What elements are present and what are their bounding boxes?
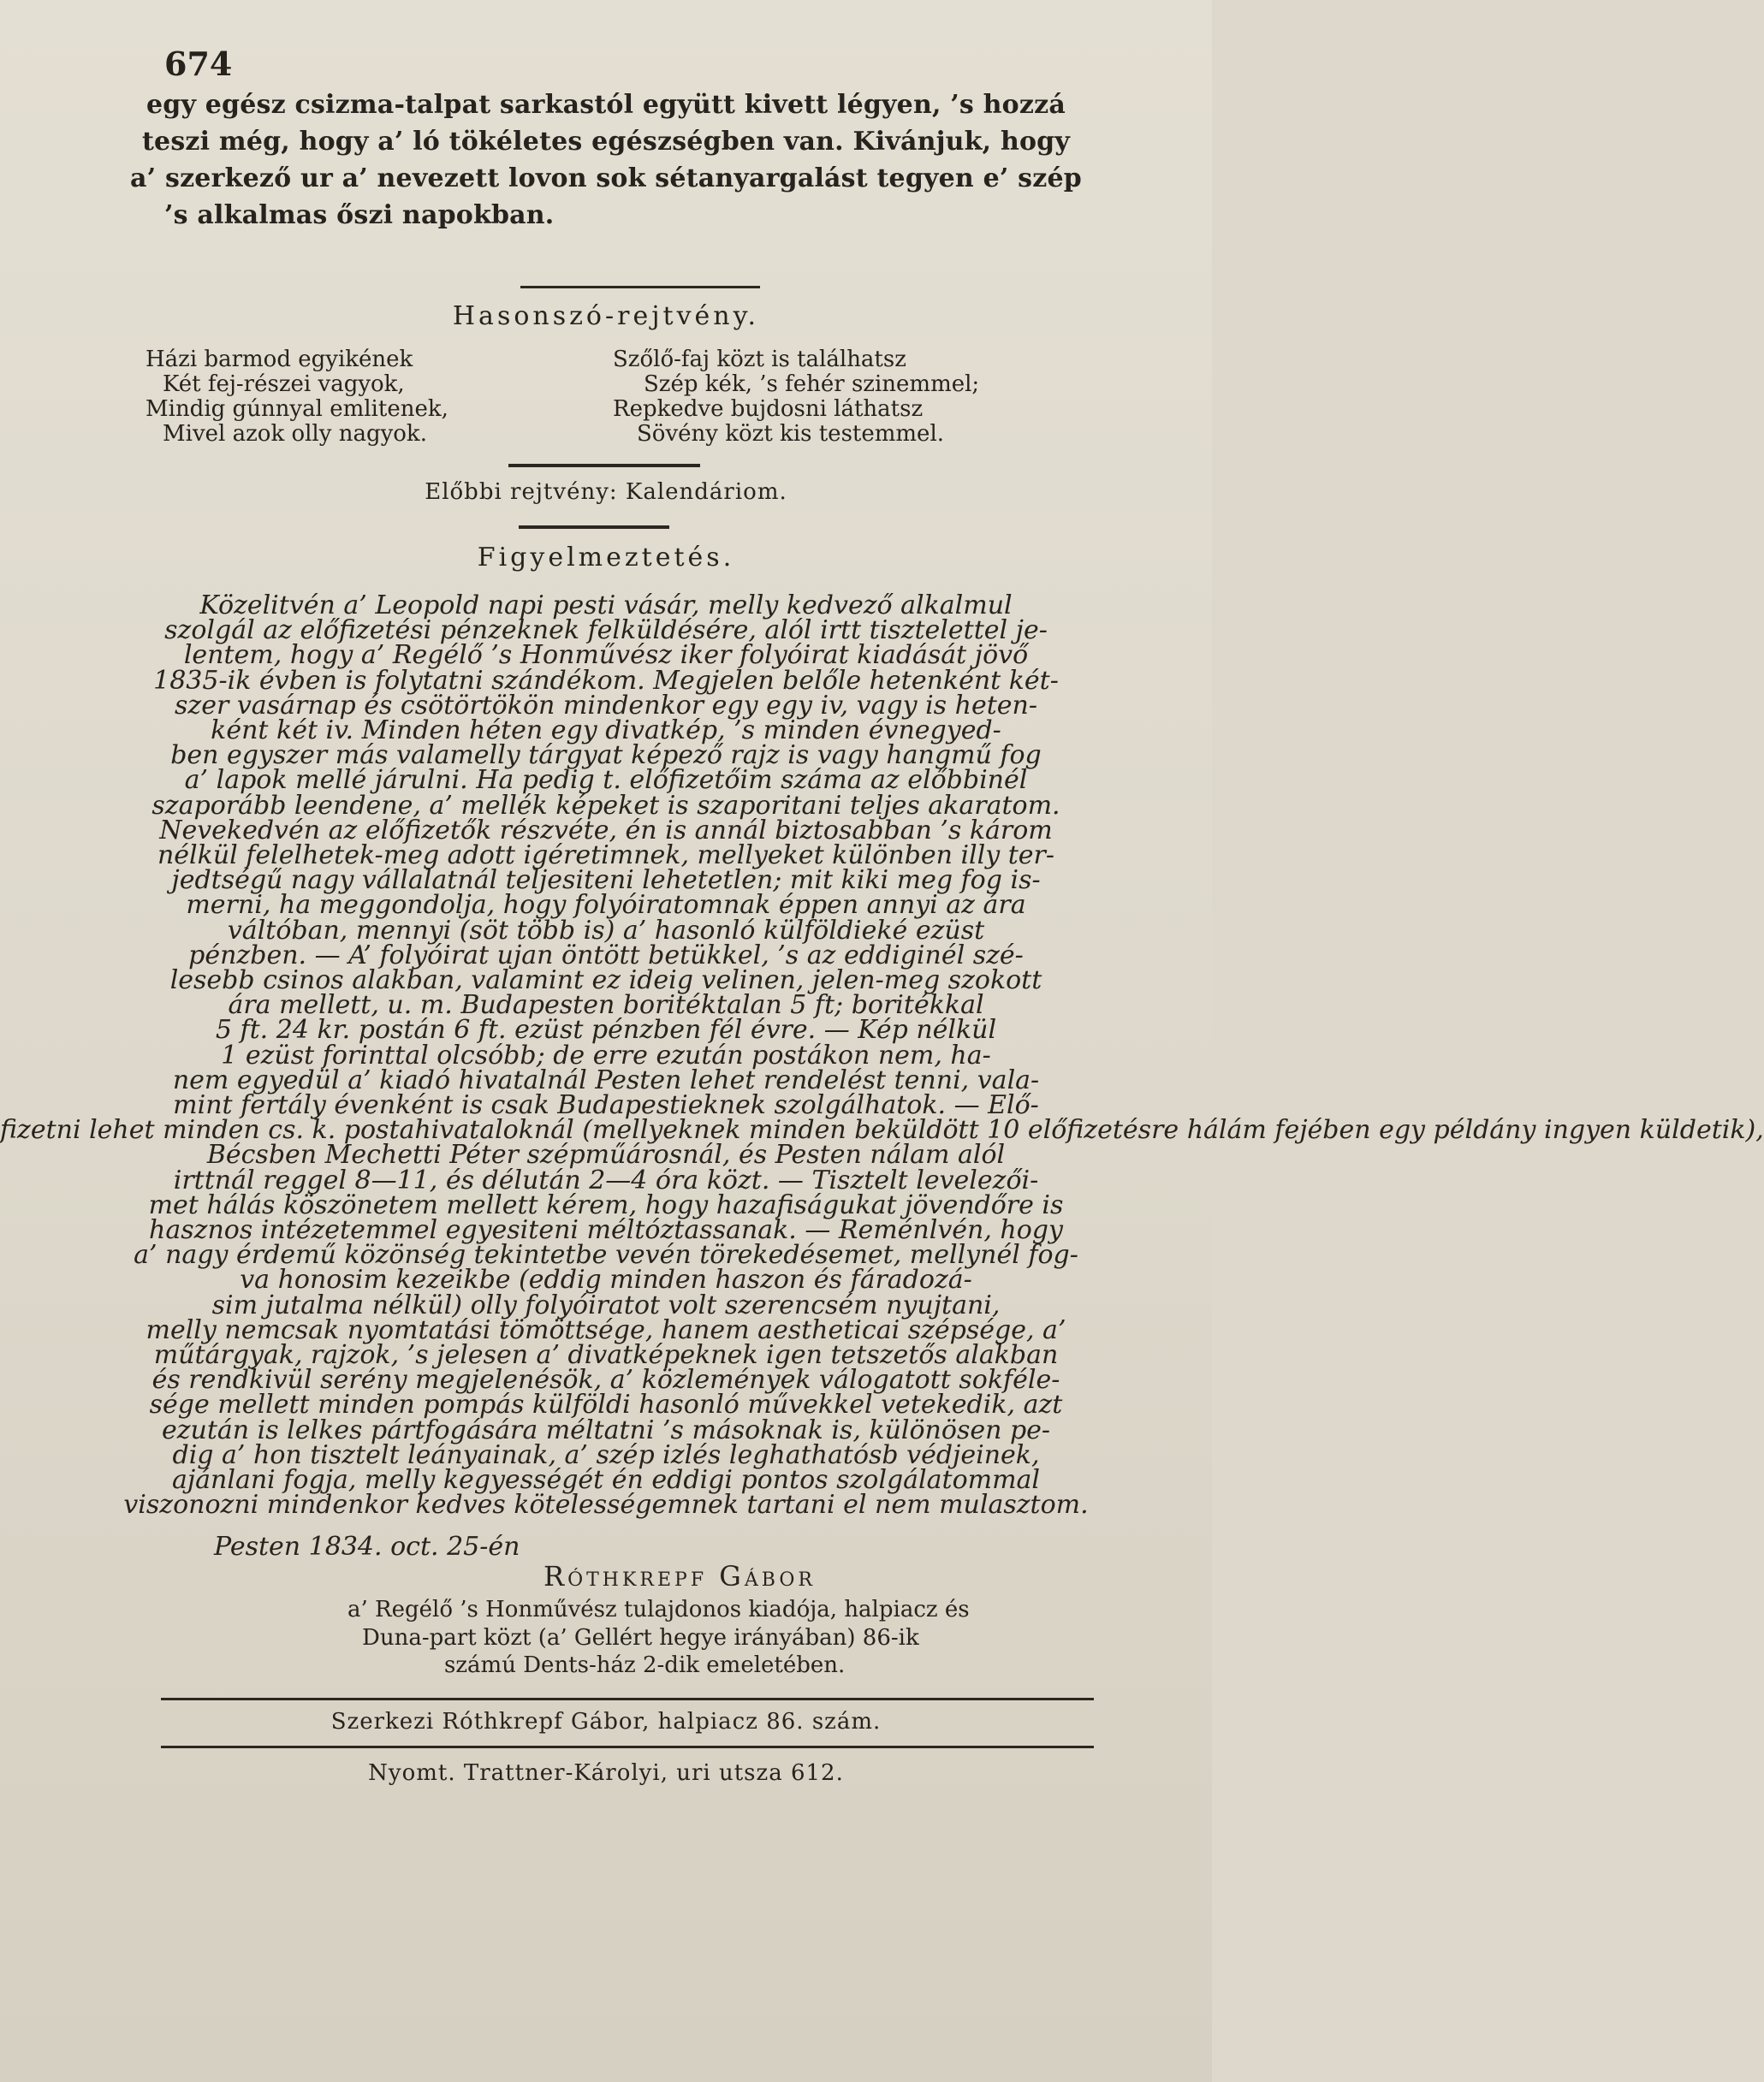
dateline: Pesten 1834. oct. 25-én xyxy=(214,1532,520,1562)
riddle-left-line: Házi barmod egyikének xyxy=(146,347,413,372)
notice-line: 1 ezüst forinttal olcsóbb; de erre ezután postákon nem, ha- xyxy=(221,1041,991,1071)
page-number: 674 xyxy=(164,44,233,83)
notice-line: lesebb csinos alakban, valamint ez ideig velinen, jelen-meg szokott xyxy=(169,965,1042,995)
signature: Róthkrepf Gábor xyxy=(543,1560,816,1593)
notice-line: va honosim kezeikbe (eddig minden haszon és fáradozá- xyxy=(240,1265,972,1295)
address-line: a’ Regélő ’s Honművész tulajdonos kiadója, halpiacz és xyxy=(347,1597,970,1622)
notice-line: sim jutalma nélkül) olly folyóiratot volt szerencsém nyujtani, xyxy=(211,1290,1001,1320)
notice-line: a’ lapok mellé járulni. Ha pedig t. előfizetőim száma az előbbinél xyxy=(184,765,1028,795)
riddle-right-line: Sövény közt kis testemmel. xyxy=(637,421,945,447)
divider xyxy=(508,464,700,467)
previous-answer: Előbbi rejtvény: Kalendáriom. xyxy=(425,479,787,505)
notice-line: ként két iv. Minden héten egy divatkép, ’s minden évnegyed- xyxy=(211,715,1001,745)
notice-line: fizetni lehet minden cs. k. postahivataloknál (mellyeknek minden beküldött 10 előfizetésre hálám fejében egy példány ingyen küldetik), xyxy=(0,1115,1764,1145)
notice-line: váltóban, mennyi (söt több is) a’ hasonló külföldieké ezüst xyxy=(227,916,985,946)
riddle-left-line: Mivel azok olly nagyok. xyxy=(163,421,427,447)
notice-line: és rendkivül serény megjelenésök, a’ közlemények válogatott sokféle- xyxy=(151,1365,1060,1395)
divider xyxy=(519,525,669,529)
riddle-left-line: Két fej-részei vagyok, xyxy=(163,371,405,397)
riddle-title: Hasonszó-rejtvény. xyxy=(452,301,760,331)
riddle-left-line: Mindig gúnnyal emlitenek, xyxy=(146,396,448,422)
notice-line: műtárgyak, rajzok, ’s jelesen a’ divatképeknek igen tetszetős alakban xyxy=(153,1340,1059,1370)
opening-line: teszi még, hogy a’ ló tökéletes egészségben van. Kivánjuk, hogy xyxy=(141,127,1070,157)
notice-line: szolgál az előfizetési pénzeknek felküldésére, alól irtt tisztelettel je- xyxy=(164,615,1048,645)
notice-line: met hálás köszönetem mellett kérem, hogy hazafiságukat jövendőre is xyxy=(148,1190,1064,1220)
notice-line: viszonozni mindenkor kedves kötelességemnek tartani el nem mulasztom. xyxy=(123,1490,1089,1520)
editor-line: Szerkezi Róthkrepf Gábor, halpiacz 86. szám. xyxy=(330,1709,882,1735)
notice-line: 5 ft. 24 kr. postán 6 ft. ezüst pénzben fél évre. — Kép nélkül xyxy=(215,1015,997,1045)
notice-line: 1835-ik évben is folytatni szándékom. Megjelen belőle hetenként két- xyxy=(153,666,1059,696)
notice-line: irttnál reggel 8—11, és délután 2—4 óra közt. — Tisztelt levelezői- xyxy=(173,1166,1039,1195)
printer-line: Nyomt. Trattner-Károlyi, uri utsza 612. xyxy=(368,1760,844,1786)
notice-line: merni, ha meggondolja, hogy folyóiratomnak éppen annyi az ára xyxy=(186,890,1026,920)
notice-line: ben egyszer más valamelly tárgyat képező rajz is vagy hangmű fog xyxy=(170,740,1042,770)
notice-line: lentem, hogy a’ Regélő ’s Honművész iker folyóirat kiadását jövő xyxy=(183,640,1029,670)
notice-line: Nevekedvén az előfizetők részvéte, én is annál biztosabban ’s károm xyxy=(159,816,1053,845)
footer-divider xyxy=(161,1698,1094,1700)
footer-divider xyxy=(161,1746,1094,1748)
divider xyxy=(520,286,760,288)
notice-line: nélkül felelhetek-meg adott igéretimnek, mellyeket különben illy ter- xyxy=(157,840,1055,870)
notice-line: a’ nagy érdemű közönség tekintetbe vevén törekedésemet, mellynél fog- xyxy=(134,1240,1078,1270)
riddle-right-line: Repkedve bujdosni láthatsz xyxy=(613,396,924,422)
notice-line: melly nemcsak nyomtatási tömöttsége, hanem aestheticai szépsége, a’ xyxy=(146,1315,1066,1345)
notice-line: szer vasárnap és csötörtökön mindenkor egy egy iv, vagy is heten- xyxy=(175,691,1037,721)
notice-line: Közelitvén a’ Leopold napi pesti vásár, melly kedvező alkalmul xyxy=(199,590,1013,620)
opening-line: ’s alkalmas őszi napokban. xyxy=(164,200,555,230)
notice-line: sége mellett minden pompás külföldi hasonló művekkel vetekedik, azt xyxy=(149,1390,1063,1420)
address-line: számú Dents-ház 2-dik emeletében. xyxy=(444,1652,846,1678)
notice-line: dig a’ hon tisztelt leányainak, a’ szép izlés leghathatósb védjeinek, xyxy=(172,1440,1040,1470)
notice-line: pénzben. — A’ folyóirat ujan öntött betükkel, ’s az eddiginél szé- xyxy=(188,940,1024,970)
notice-line: nem egyedül a’ kiadó hivatalnál Pesten lehet rendelést tenni, vala- xyxy=(172,1065,1040,1095)
riddle-right-line: Szép kék, ’s fehér szinemmel; xyxy=(644,371,980,397)
riddle-right-line: Szőlő-faj közt is találhatsz xyxy=(613,347,906,372)
notice-line: szaporább leendene, a’ mellék képeket is szaporitani teljes akaratom. xyxy=(151,791,1060,821)
notice-line: Bécsben Mechetti Péter szépműárosnál, és Pesten nálam alól xyxy=(206,1140,1006,1170)
notice-line: ára mellett, u. m. Budapesten boritéktalan 5 ft; boritékkal xyxy=(228,990,984,1020)
notice-line: mint fertály évenként is csak Budapestieknek szolgálhatok. — Elő- xyxy=(173,1090,1039,1120)
notice-line: jedtségű nagy vállalatnál teljesiteni lehetetlen; mit kiki meg fog is- xyxy=(171,865,1041,895)
notice-line: ezután is lelkes pártfogására méltatni ’s másoknak is, különösen pe- xyxy=(161,1415,1051,1445)
notice-line: ajánlani fogja, melly kegyességét én eddigi pontos szolgálatommal xyxy=(171,1465,1041,1495)
opening-line: a’ szerkező ur a’ nevezett lovon sok sétanyargalást tegyen e’ szép xyxy=(130,163,1082,193)
address-line: Duna-part közt (a’ Gellért hegye irányában) 86-ik xyxy=(362,1625,919,1651)
opening-line: egy egész csizma-talpat sarkastól együtt kivett légyen, ’s hozzá xyxy=(146,90,1066,120)
notice-line: hasznos intézetemmel egyesiteni méltóztassanak. — Reménlvén, hogy xyxy=(149,1215,1063,1245)
notice-title: Figyelmeztetés. xyxy=(477,543,735,572)
